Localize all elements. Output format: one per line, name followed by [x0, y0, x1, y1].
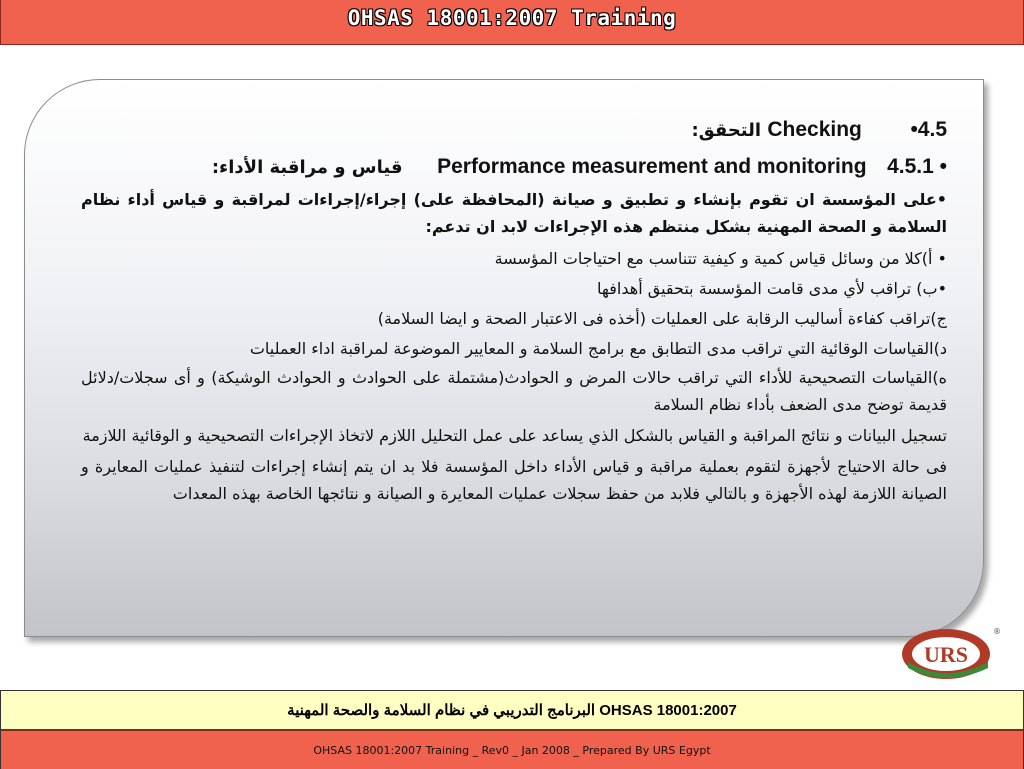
- list-item: تسجيل البيانات و نتائج المراقبة و القياس بالشكل الذي يساعد على عمل التحليل اللازم لاتخاذ الإجراءات التصحيحية و الوقائية اللازمة: [82, 426, 947, 445]
- list-item: د)القياسات الوقائية التي تراقب مدى التطابق مع برامج السلامة و المعايير الموضوعة لمراقبة اداء العمليات: [249, 339, 947, 358]
- footer: [0, 690, 1024, 769]
- content-text: [81, 112, 947, 511]
- intro-paragraph: •على المؤسسة ان تقوم بإنشاء و تطبيق و صيانة (المحافظة على) إجراء/إجراءات لمراقبة و قياس أداء نظام السلامة و الصحة المهنية بشكل منتظم هذه الإجراءات لابد ان تدعم:: [81, 190, 947, 236]
- subsection-heading: [81, 149, 947, 186]
- footer-program-band: [1, 691, 1023, 731]
- footer-info-text: OHSAS 18001:2007 Training _ Rev0 _ Jan 2008 _ Prepared By URS Egypt: [313, 744, 711, 757]
- list-item: •ب) تراقب لأي مدى قامت المؤسسة بتحقيق أهدافها: [597, 279, 947, 298]
- section-heading: [81, 112, 947, 149]
- section-title: Checking: [767, 118, 862, 141]
- subsection-title-ar: قياس و مراقبة الأداء:: [211, 157, 403, 178]
- footer-program-text: البرنامج التدريبي في نظام السلامة والصحة المهنية OHSAS 18001:2007: [287, 702, 737, 719]
- title-bar: [0, 0, 1024, 45]
- logo-text: URS: [923, 642, 969, 667]
- section-title-ar: التحقق:: [691, 120, 762, 141]
- section-number: •4.5: [910, 118, 947, 141]
- subsection-title: Performance measurement and monitoring: [437, 155, 867, 178]
- list-item: • أ)كلا من وسائل قياس كمية و كيفية تتناسب مع احتياجات المؤسسة: [494, 249, 947, 268]
- list-item: ج)تراقب كفاءة أساليب الرقابة على العمليات (أخذه فى الاعتبار الصحة و ايضا السلامة): [377, 309, 947, 328]
- logo-registered: ®: [993, 627, 1001, 636]
- subsection-number: 4.5.1 •: [887, 155, 947, 178]
- footer-info-band: [1, 731, 1023, 769]
- content-panel: [24, 79, 984, 637]
- list-item: ه)القياسات التصحيحية للأداء التي تراقب حالات المرض و الحوادث(مشتملة على الحوادث و الحوادث الوشيكة) و أى سجلات/دلائل قديمة توضح مدى الضعف بأداء نظام السلامة: [81, 368, 947, 414]
- slide-title: OHSAS 18001:2007 Training: [347, 6, 677, 30]
- urs-logo: [896, 622, 1004, 686]
- list-item: فى حالة الاحتياج لأجهزة لتقوم بعملية مراقبة و قياس الأداء داخل المؤسسة فلا بد ان يتم إنشاء إجراءات لتنفيذ عمليات المعايرة و الصيانة اللازمة لهذه الأجهزة و بالتالي فلابد من حفظ سجلات عمليات المعايرة و الصيانة و نتائجها الخاصة بهذه المعدات: [81, 457, 947, 503]
